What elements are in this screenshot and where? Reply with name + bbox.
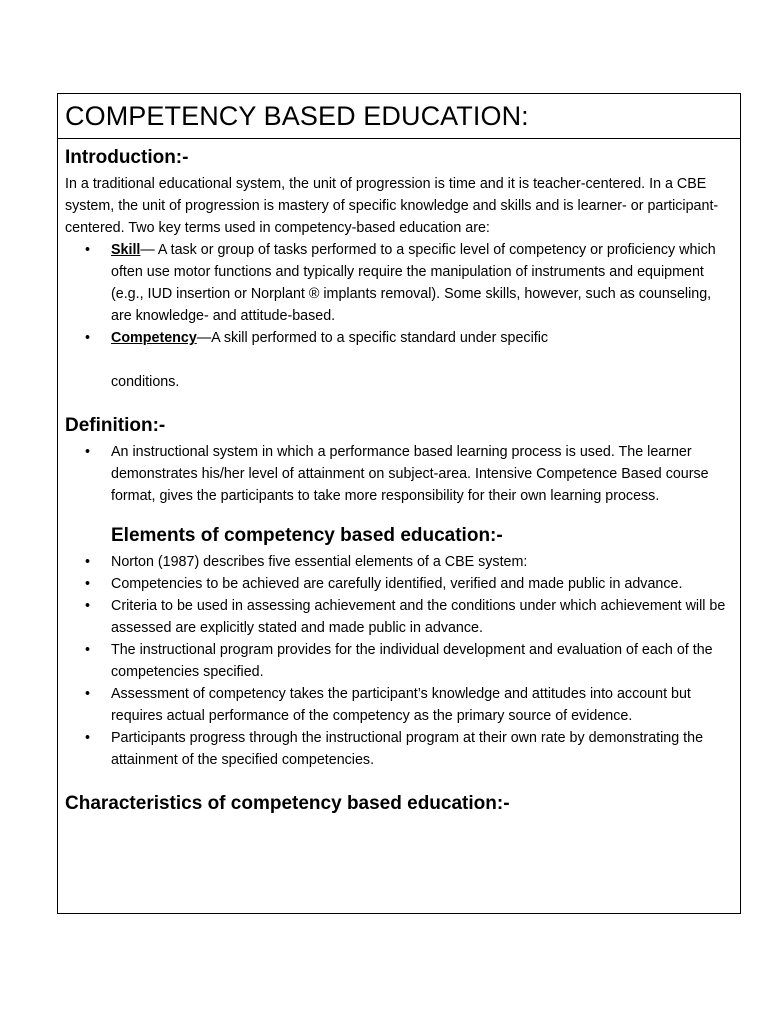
list-item: • Norton (1987) describes five essential elements of a CBE system: — [65, 551, 732, 573]
list-item: • Assessment of competency takes the participant’s knowledge and attitudes into account but requires actual performance of the competency as the primary source of evidence. — [65, 683, 732, 727]
elements-heading: Elements of competency based education:- — [111, 525, 503, 546]
list-item: • The instructional program provides for the individual development and evaluation of each of the competencies specified. — [65, 639, 732, 683]
definition-list — [65, 441, 732, 507]
document-content — [58, 139, 740, 819]
key-terms-list — [65, 239, 732, 393]
definition-heading: Definition:- — [65, 415, 166, 436]
list-item-skill — [65, 239, 732, 327]
list-item: • An instructional system in which a performance based learning process is used. The learner demonstrates his/her level of attainment on subject-area. Intensive Competence Based course format, gives the participants to take more responsibility for their own learning process. — [65, 441, 732, 507]
term-competency-continuation: conditions. — [111, 374, 180, 390]
term-competency: Competency — [111, 330, 197, 346]
list-item: • Criteria to be used in assessing achievement and the conditions under which achievement will be assessed are explicitly stated and made public in advance. — [65, 595, 732, 639]
introduction-text: In a traditional educational system, the unit of progression is time and it is teacher-centered. In a CBE system, the unit of progression is mastery of specific knowledge and skills and is learner- or participant-centered. Two key terms used in competency-based education are: — [65, 176, 719, 236]
document-box — [57, 93, 741, 914]
term-skill: Skill — [111, 242, 141, 258]
document-title: COMPETENCY BASED EDUCATION: — [65, 100, 529, 131]
list-item: • Competencies to be achieved are carefully identified, verified and made public in advance. — [65, 573, 732, 595]
title-row — [58, 94, 740, 139]
characteristics-heading: Characteristics of competency based education:- — [65, 793, 510, 814]
list-item-competency — [65, 327, 732, 393]
introduction-heading: Introduction:- — [65, 147, 189, 168]
elements-list — [65, 551, 732, 771]
term-competency-text: —A skill performed to a specific standard under specific — [196, 330, 549, 346]
term-skill-text: — A task or group of tasks performed to a specific level of competency or proficiency which often use motor functions and typically require the manipulation of instruments and equipment (e.g., IUD insertion or Norplant ® implants removal). Some skills, however, such as counseling, are knowledge- and attitude-based. — [111, 242, 716, 324]
list-item: • Participants progress through the instructional program at their own rate by demonstrating the attainment of the specified competencies. — [65, 727, 732, 771]
